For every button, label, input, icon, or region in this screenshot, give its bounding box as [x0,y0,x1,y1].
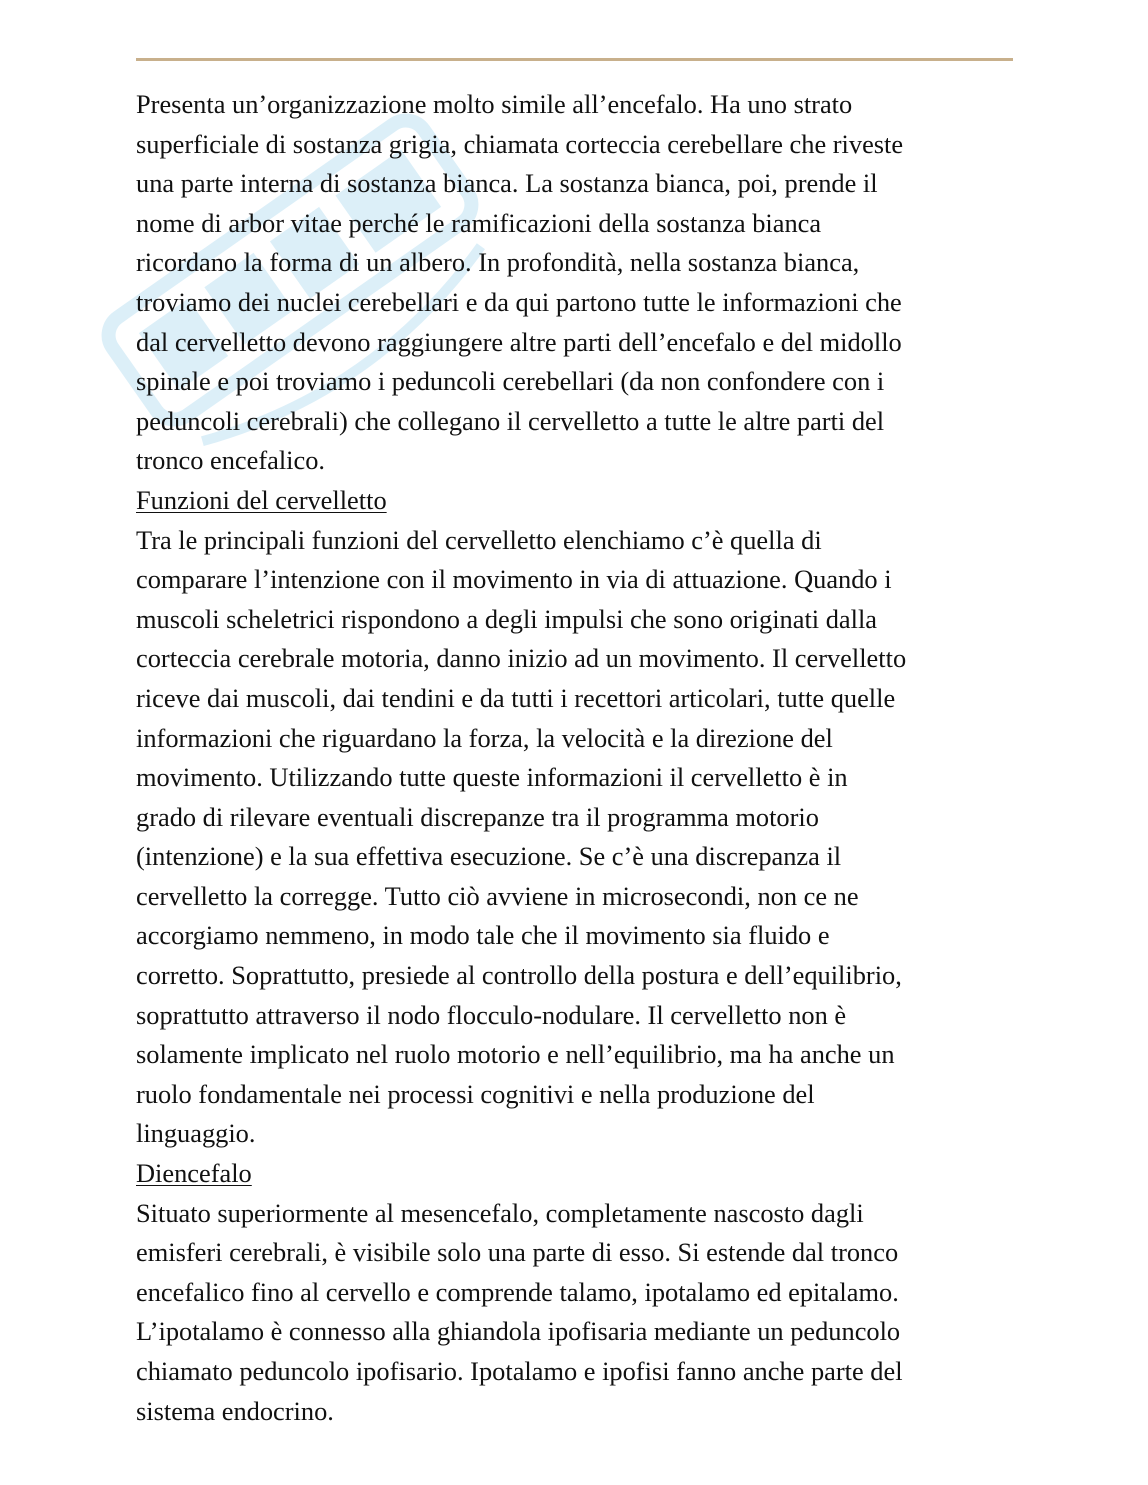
text-line: troviamo dei nuclei cerebellari e da qui partono tutte le informazioni che [136,286,902,317]
section-heading [136,1154,1016,1194]
text-line: (intenzione) e la sua effettiva esecuzione. Se c’è una discrepanza il [136,841,842,872]
text-line: Situato superiormente al mesencefalo, completamente nascosto dagli [136,1197,864,1228]
text-line: corteccia cerebrale motoria, danno inizio ad un movimento. Il cervelletto [136,643,907,674]
text-line: accorgiamo nemmeno, in modo tale che il movimento sia fluido e [136,920,830,951]
text-line: solamente implicato nel ruolo motorio e nell’equilibrio, ma ha anche un [136,1039,895,1070]
text-line: grado di rilevare eventuali discrepanze tra il programma motorio [136,801,819,832]
text-line: muscoli scheletrici rispondono a degli impulsi che sono originati dalla [136,603,877,634]
document-body [136,85,1016,1431]
body-paragraph [136,85,1016,481]
text-line: ricordano la forma di un albero. In profondità, nella sostanza bianca, [136,247,860,278]
text-line: L’ipotalamo è connesso alla ghiandola ipofisaria mediante un peduncolo [136,1316,901,1347]
text-line: dal cervelletto devono raggiungere altre parti dell’encefalo e del midollo [136,326,902,357]
text-line: una parte interna di sostanza bianca. La sostanza bianca, poi, prende il [136,168,878,199]
text-line: movimento. Utilizzando tutte queste informazioni il cervelletto è in [136,762,848,793]
text-line: comparare l’intenzione con il movimento in via di attuazione. Quando i [136,564,892,595]
text-line: sistema endocrino. [136,1395,334,1426]
text-line: tronco encefalico. [136,445,326,476]
header-rule [136,58,1013,61]
text-line: spinale e poi troviamo i peduncoli cerebellari (da non confondere con i [136,366,885,397]
heading-text: Funzioni del cervelletto [136,484,387,515]
text-line: linguaggio. [136,1118,256,1149]
body-paragraph [136,521,1016,1155]
section-heading [136,481,1016,521]
text-line: Presenta un’organizzazione molto simile all’encefalo. Ha uno strato [136,89,853,119]
text-line: corretto. Soprattutto, presiede al controllo della postura e dell’equilibrio, [136,960,902,991]
text-line: soprattutto attraverso il nodo flocculo-nodulare. Il cervelletto non è [136,999,847,1030]
text-line: emisferi cerebrali, è visibile solo una parte di esso. Si estende dal tronco [136,1237,899,1268]
body-paragraph [136,1194,1016,1432]
text-line: encefalico fino al cervello e comprende talamo, ipotalamo ed epitalamo. [136,1276,899,1307]
text-line: cervelletto la corregge. Tutto ciò avviene in microsecondi, non ce ne [136,880,859,911]
text-line: peduncoli cerebrali) che collegano il cervelletto a tutte le altre parti del [136,405,885,436]
text-line: informazioni che riguardano la forza, la velocità e la direzione del [136,722,833,753]
text-line: ruolo fondamentale nei processi cognitivi e nella produzione del [136,1078,815,1109]
text-line: chiamato peduncolo ipofisario. Ipotalamo e ipofisi fanno anche parte del [136,1356,903,1386]
text-line: superficiale di sostanza grigia, chiamata corteccia cerebellare che riveste [136,128,904,159]
text-line: riceve dai muscoli, dai tendini e da tutti i recettori articolari, tutte quelle [136,682,896,713]
heading-text: Diencefalo [136,1158,252,1189]
text-line: nome di arbor vitae perché le ramificazioni della sostanza bianca [136,207,822,238]
text-line: Tra le principali funzioni del cervelletto elenchiamo c’è quella di [136,524,822,555]
